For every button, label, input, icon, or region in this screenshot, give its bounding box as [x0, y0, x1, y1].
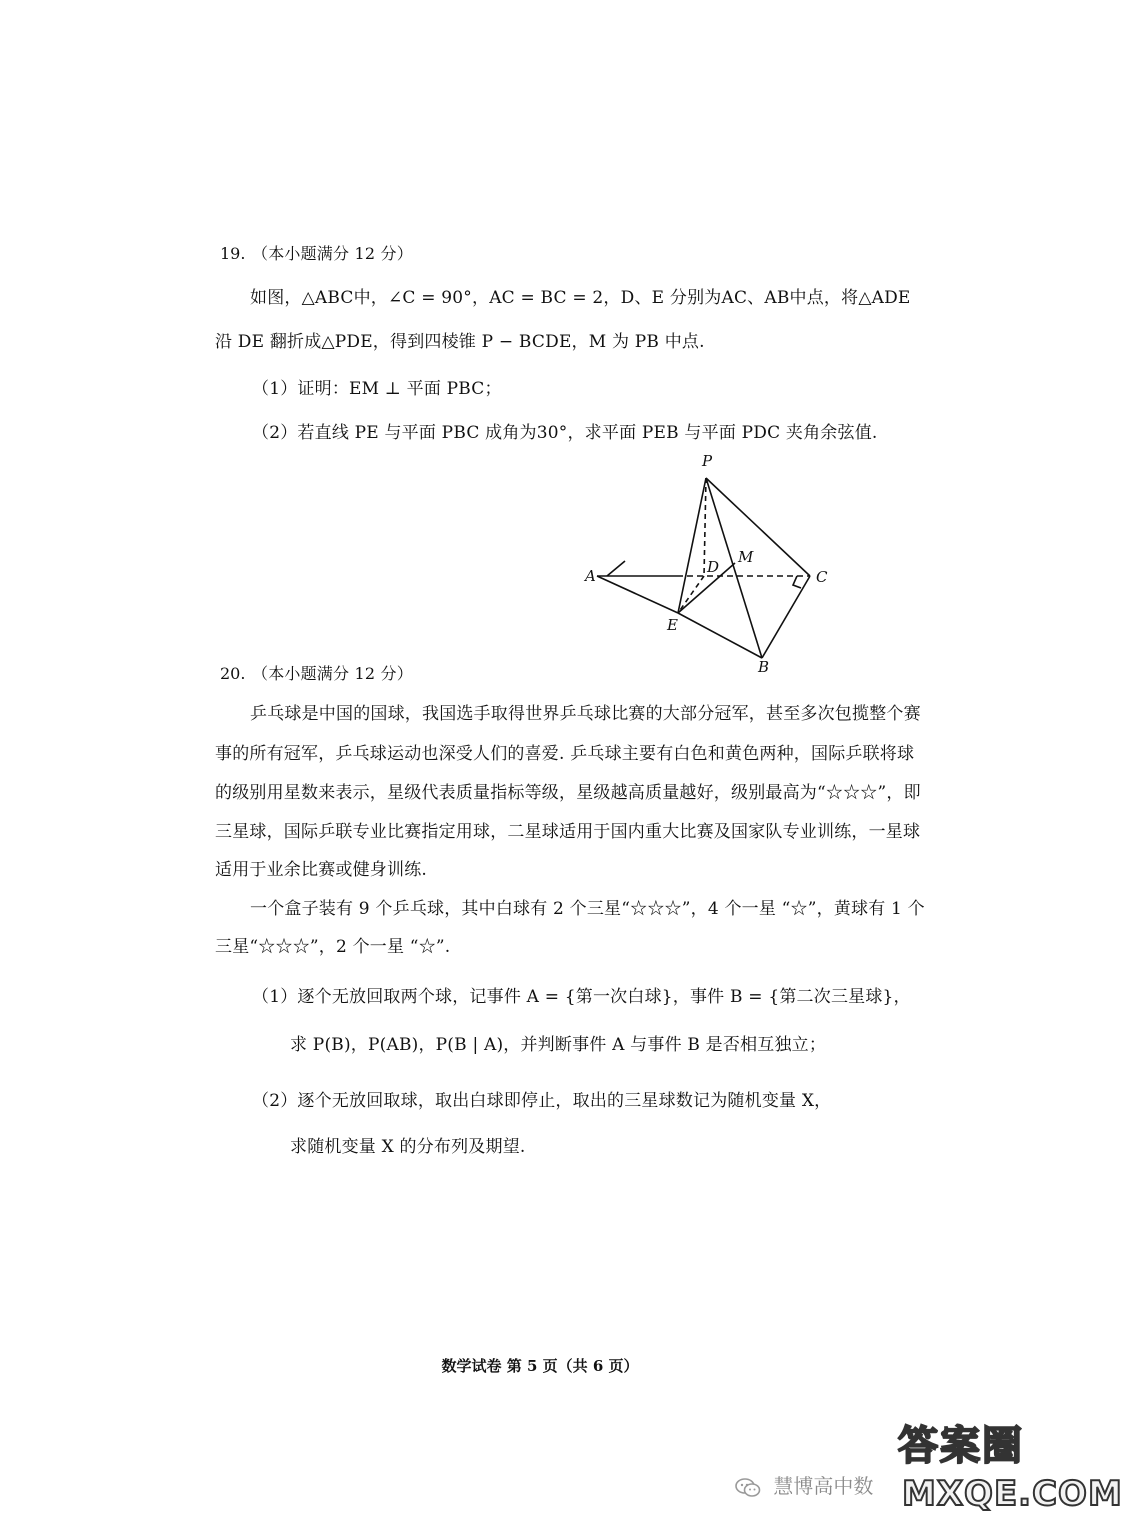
site-logo-watermark — [888, 1408, 1123, 1527]
q20-part1-line1: （1）逐个无放回取两个球，记事件 A = {第一次白球}，事件 B = {第二次三星球}， — [252, 987, 911, 1007]
q19-stem-line2: 沿 DE 翻折成△PDE，得到四棱锥 P − BCDE，M 为 PB 中点. — [215, 332, 705, 352]
q19-header: （本小题满分 12 分） — [252, 244, 413, 263]
logo-bottom-text: MXQE.COM — [902, 1474, 1123, 1514]
q20-part1-line2: 求 P(B)，P(AB)，P(B | A)，并判断事件 A 与事件 B 是否相互独立； — [290, 1035, 827, 1055]
q19-part2: （2）若直线 PE 与平面 PBC 成角为30°，求平面 PEB 与平面 PDC 夹角余弦值. — [252, 423, 878, 443]
q20-para1-line1: 乒乓球是中国的国球，我国选手取得世界乒乓球比赛的大部分冠军，甚至多次包揽整个赛 — [250, 704, 921, 724]
q19-part1: （1）证明：EM ⊥ 平面 PBC； — [252, 379, 502, 399]
q20-part2-line2: 求随机变量 X 的分布列及期望. — [290, 1137, 526, 1157]
q20-number: 20. — [220, 664, 246, 683]
pyramid-diagram — [585, 448, 835, 678]
label-P: P — [702, 452, 713, 470]
pyramid-figure — [585, 448, 835, 678]
q20-header: （本小题满分 12 分） — [252, 664, 413, 683]
label-B: B — [758, 658, 770, 676]
wechat-watermark-text: 慧博高中数 — [773, 1474, 874, 1498]
label-A: A — [585, 567, 596, 585]
page-footer: 数学试卷 第 5 页（共 6 页） — [441, 1357, 639, 1375]
q20-para1-line5: 适用于业余比赛或健身训练. — [215, 860, 428, 880]
q20-para1-line4: 三星球，国际乒联专业比赛指定用球，二星球适用于国内重大比赛及国家队专业训练，一星球 — [215, 822, 921, 842]
right-angle-mark — [793, 576, 801, 588]
q20-para2-line2: 三星“☆☆☆”，2 个一星 “☆”. — [215, 937, 451, 957]
q19-number: 19. — [220, 244, 246, 263]
label-M: M — [738, 548, 754, 566]
q20-para2-line1: 一个盒子装有 9 个乒乓球，其中白球有 2 个三星“☆☆☆”，4 个一星 “☆”，黄球有 1 个 — [250, 899, 925, 919]
label-E: E — [667, 616, 678, 634]
label-C: C — [816, 568, 828, 586]
wechat-watermark — [735, 1470, 873, 1499]
q19-stem-line1: 如图，△ABC中，∠C = 90°，AC = BC = 2，D、E 分别为AC、AB中点，将△ADE — [250, 288, 911, 308]
edge-BC — [762, 576, 810, 658]
q20-para1-line2: 事的所有冠军，乒乓球运动也深受人们的喜爱. 乒乓球主要有白色和黄色两种，国际乒联将球 — [215, 744, 915, 764]
edge-AE — [597, 576, 678, 613]
label-D: D — [707, 558, 720, 576]
q20-para1-line3: 的级别用星数来表示，星级代表质量指标等级，星级越高质量越好，级别最高为“☆☆☆”，即 — [215, 783, 921, 803]
q20-part2-line1: （2）逐个无放回取球，取出白球即停止，取出的三星球数记为随机变量 X， — [252, 1091, 832, 1111]
edge-A-tick — [607, 561, 625, 576]
wechat-icon — [735, 1478, 761, 1498]
logo-top-text: 答案圈 — [898, 1423, 1024, 1469]
edge-PD — [704, 478, 706, 576]
